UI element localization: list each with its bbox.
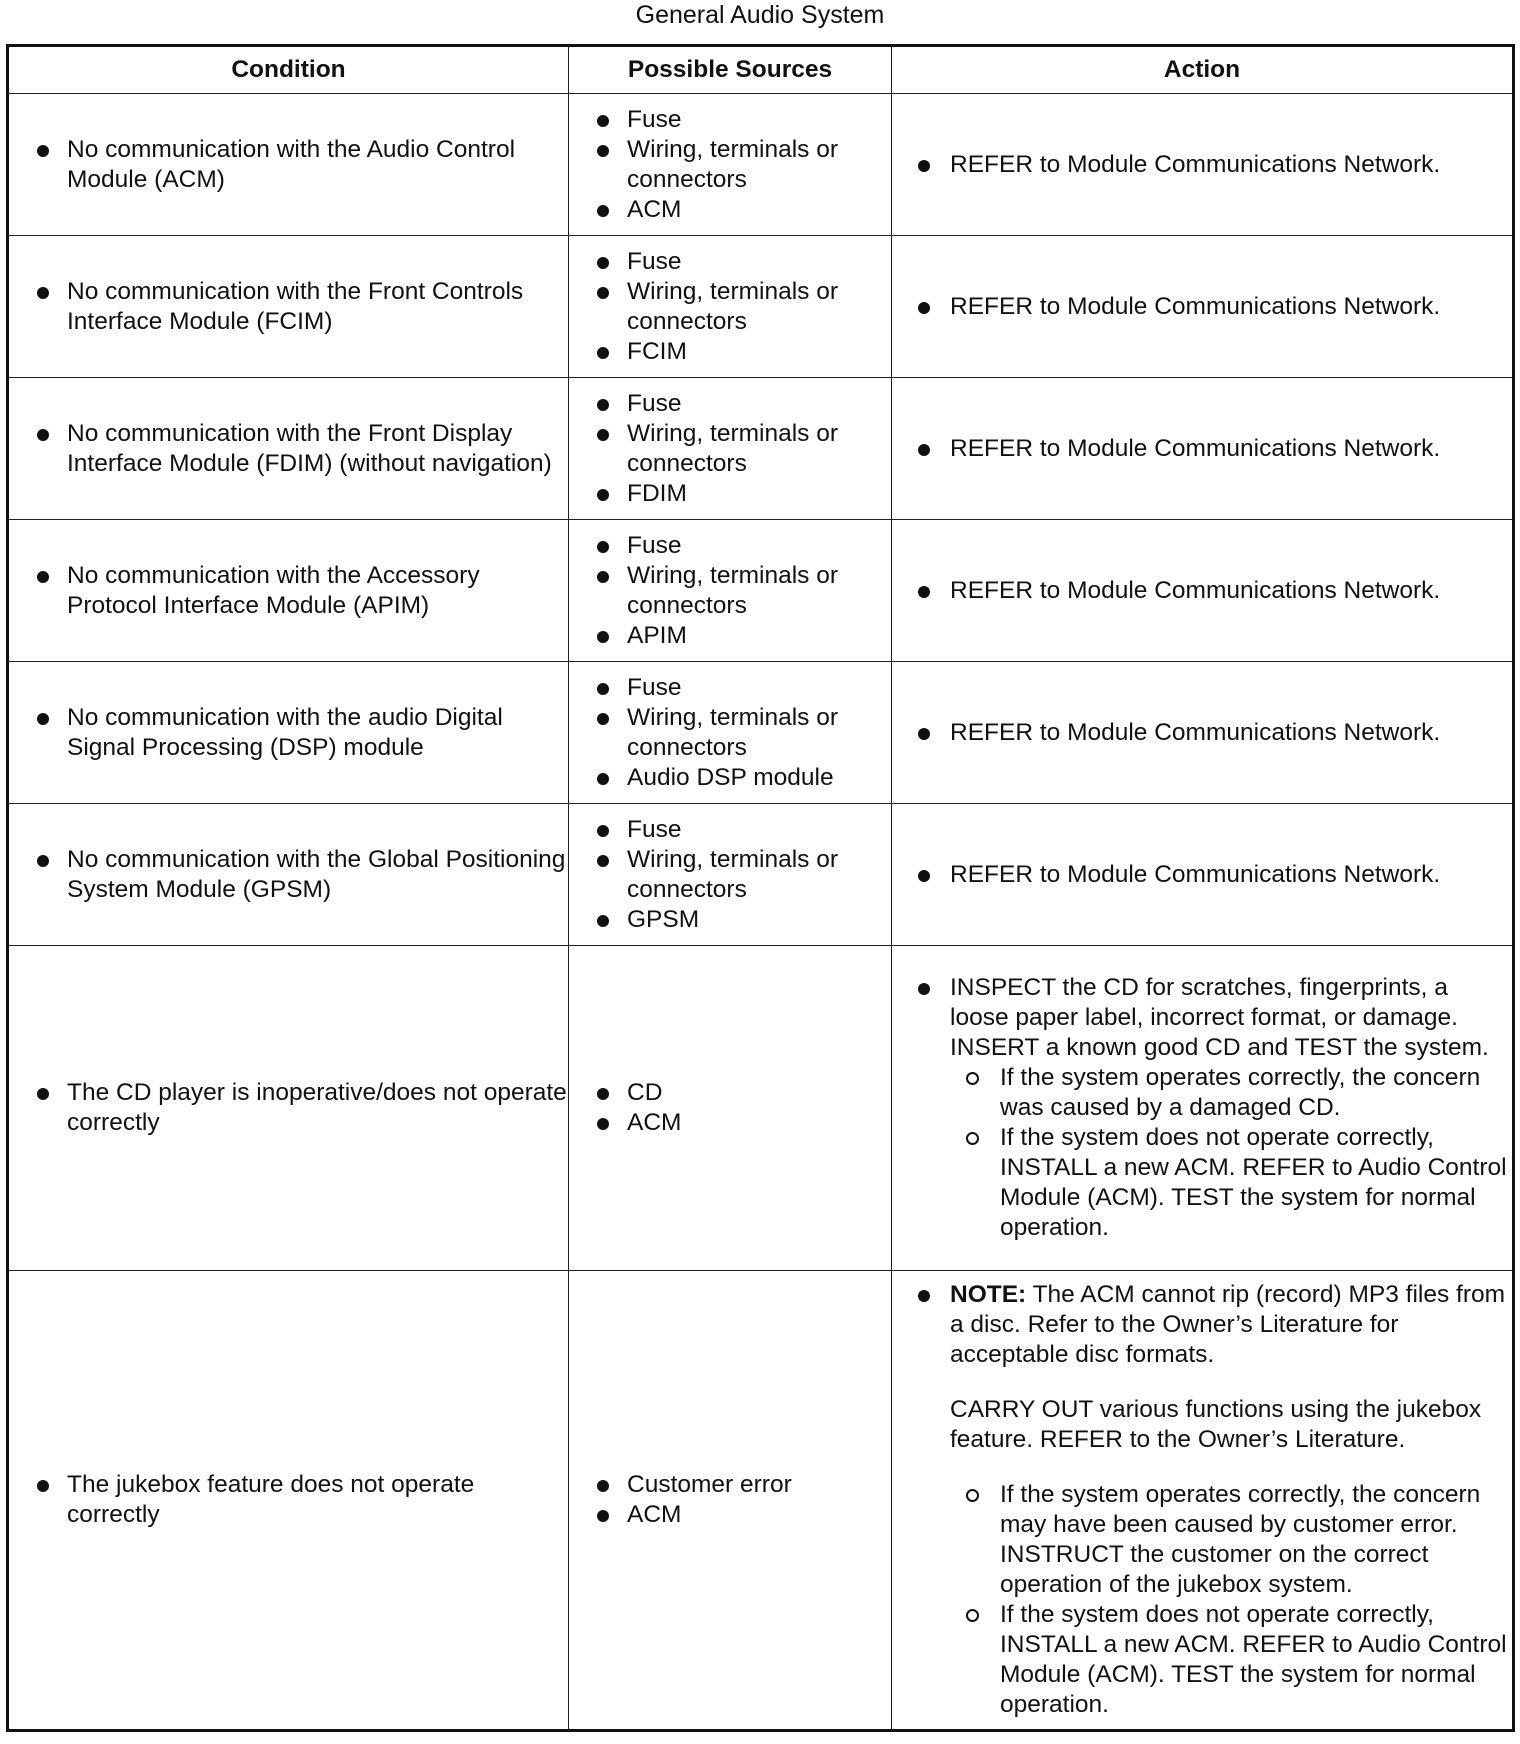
- condition-cell: [8, 520, 569, 662]
- action-sub-item: If the system operates correctly, the concern may have been caused by customer error. INSTRUCT the customer on the correct operation of the jukebox system.: [892, 1480, 1512, 1600]
- source-item: Fuse: [569, 815, 891, 845]
- condition-text: No communication with the Audio Control Module (ACM): [9, 135, 568, 195]
- source-item: Wiring, terminals or connectors: [569, 277, 891, 337]
- source-item: Fuse: [569, 105, 891, 135]
- note-text: The ACM cannot rip (record) MP3 files from a disc. Refer to the Owner’s Literature for acceptable disc formats.: [950, 1281, 1506, 1368]
- action-cell: [892, 662, 1514, 804]
- sources-cell: [569, 94, 892, 236]
- condition-text: The CD player is inoperative/does not operate correctly: [9, 1078, 568, 1138]
- action-sub-item: If the system operates correctly, the concern was caused by a damaged CD.: [892, 1063, 1512, 1123]
- source-item: ACM: [569, 1108, 891, 1138]
- table-row: [8, 946, 1514, 1271]
- table-row: [8, 94, 1514, 236]
- action-text: INSPECT the CD for scratches, fingerprints, a loose paper label, incorrect format, or damage. INSERT a known good CD and TEST the system.: [892, 973, 1512, 1063]
- sources-cell: [569, 804, 892, 946]
- source-item: APIM: [569, 621, 891, 651]
- sources-cell: [569, 520, 892, 662]
- page-title: General Audio System: [635, 1, 885, 29]
- action-cell: [892, 520, 1514, 662]
- source-item: Fuse: [569, 247, 891, 277]
- source-item: Wiring, terminals or connectors: [569, 419, 891, 479]
- condition-cell: [8, 94, 569, 236]
- source-item: Audio DSP module: [569, 763, 891, 793]
- source-item: Fuse: [569, 531, 891, 561]
- sources-cell: [569, 236, 892, 378]
- action-text: REFER to Module Communications Network.: [892, 718, 1512, 748]
- condition-cell: [8, 804, 569, 946]
- source-item: Wiring, terminals or connectors: [569, 561, 891, 621]
- note-label: NOTE:: [950, 1281, 1027, 1308]
- condition-text: No communication with the audio Digital Signal Processing (DSP) module: [9, 703, 568, 763]
- source-item: ACM: [569, 195, 891, 225]
- sources-cell: [569, 378, 892, 520]
- action-text: REFER to Module Communications Network.: [892, 434, 1512, 464]
- condition-cell: [8, 236, 569, 378]
- sources-cell: [569, 1271, 892, 1731]
- table-row: [8, 378, 1514, 520]
- action-cell: [892, 804, 1514, 946]
- condition-text: No communication with the Accessory Protocol Interface Module (APIM): [9, 561, 568, 621]
- table-row: [8, 662, 1514, 804]
- source-item: ACM: [569, 1500, 891, 1530]
- table-row: [8, 236, 1514, 378]
- condition-text: No communication with the Global Positioning System Module (GPSM): [9, 845, 568, 905]
- action-cell: [892, 94, 1514, 236]
- condition-cell: [8, 662, 569, 804]
- action-cell: [892, 236, 1514, 378]
- source-item: Customer error: [569, 1470, 891, 1500]
- condition-cell: [8, 378, 569, 520]
- condition-cell: [8, 946, 569, 1271]
- source-item: FDIM: [569, 479, 891, 509]
- source-item: Fuse: [569, 673, 891, 703]
- sources-cell: [569, 662, 892, 804]
- condition-text: The jukebox feature does not operate correctly: [9, 1470, 568, 1530]
- condition-text: No communication with the Front Controls Interface Module (FCIM): [9, 277, 568, 337]
- action-cell: [892, 1271, 1514, 1731]
- table-row: [8, 804, 1514, 946]
- action-text: REFER to Module Communications Network.: [892, 150, 1512, 180]
- spacer: [892, 1455, 1512, 1480]
- action-cell: [892, 946, 1514, 1271]
- action-cell: [892, 378, 1514, 520]
- action-sub-item: If the system does not operate correctly, INSTALL a new ACM. REFER to Audio Control Module (ACM). TEST the system for normal operation.: [892, 1600, 1512, 1720]
- condition-cell: [8, 1271, 569, 1731]
- diagnostic-table: [6, 44, 1515, 1732]
- table-row: [8, 1271, 1514, 1731]
- source-item: GPSM: [569, 905, 891, 935]
- action-paragraph: CARRY OUT various functions using the jukebox feature. REFER to the Owner’s Literature.: [950, 1396, 1482, 1453]
- header-action: Action: [892, 46, 1514, 94]
- source-item: Wiring, terminals or connectors: [569, 845, 891, 905]
- condition-text: No communication with the Front Display Interface Module (FDIM) (without navigation): [9, 419, 568, 479]
- source-item: Fuse: [569, 389, 891, 419]
- action-note: [892, 1280, 1512, 1370]
- action-text: REFER to Module Communications Network.: [892, 576, 1512, 606]
- action-sub-item: If the system does not operate correctly, INSTALL a new ACM. REFER to Audio Control Module (ACM). TEST the system for normal operation.: [892, 1123, 1512, 1243]
- table-row: [8, 520, 1514, 662]
- sources-cell: [569, 946, 892, 1271]
- header-condition: Condition: [8, 46, 569, 94]
- source-item: Wiring, terminals or connectors: [569, 135, 891, 195]
- action-text: REFER to Module Communications Network.: [892, 860, 1512, 890]
- action-text: REFER to Module Communications Network.: [892, 292, 1512, 322]
- source-item: Wiring, terminals or connectors: [569, 703, 891, 763]
- spacer: [892, 1370, 1512, 1395]
- header-row: [8, 46, 1514, 94]
- header-possible-sources: Possible Sources: [569, 46, 892, 94]
- source-item: FCIM: [569, 337, 891, 367]
- source-item: CD: [569, 1078, 891, 1108]
